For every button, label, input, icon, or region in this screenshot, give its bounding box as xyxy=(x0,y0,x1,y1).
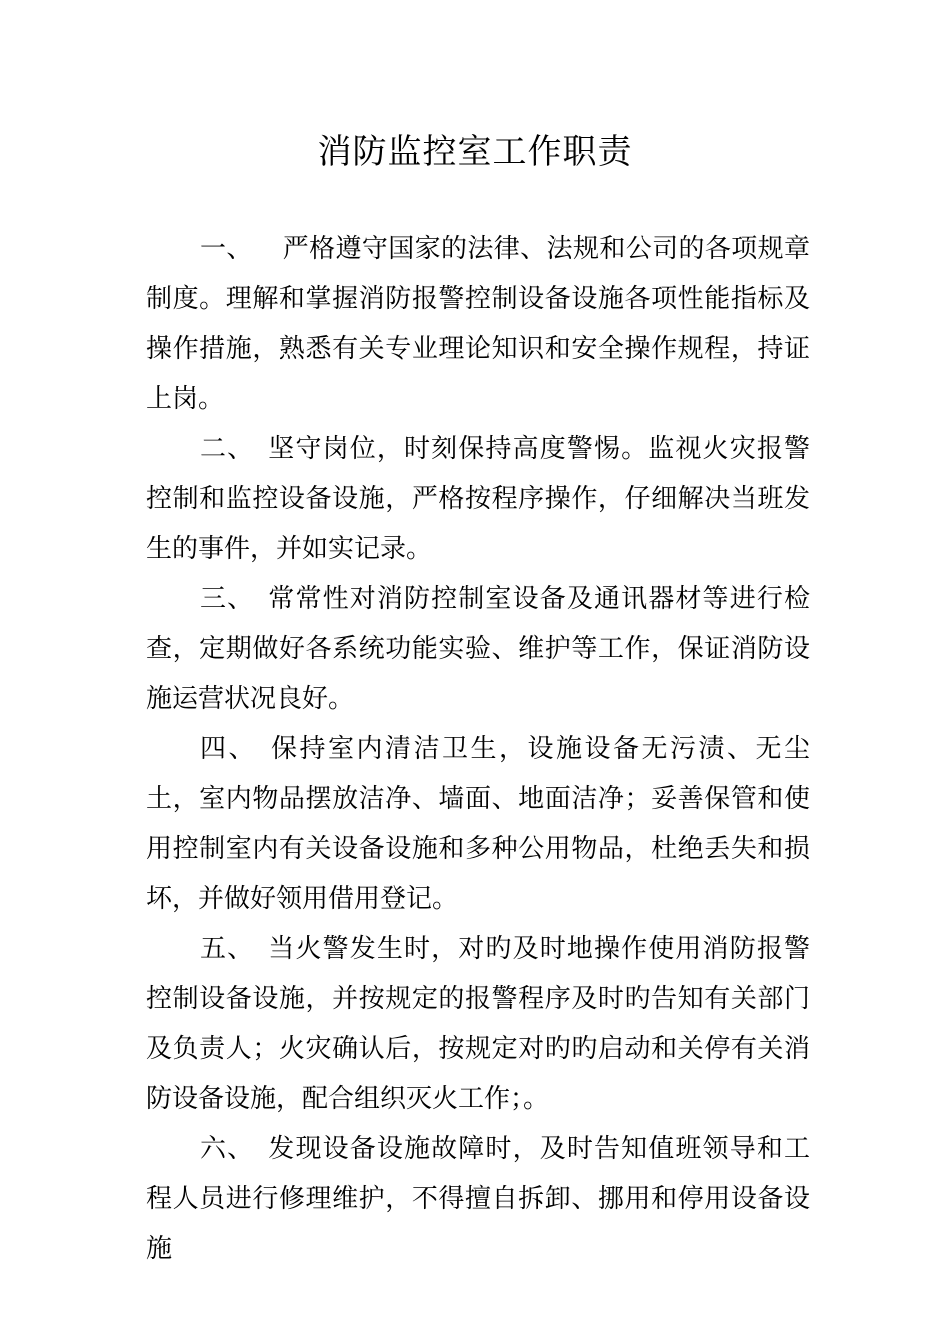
document-title: 消防监控室工作职责 xyxy=(317,132,633,172)
paragraph-text: 坚守岗位，时刻保持高度警惕。监视火灾报警控制和监控设备设施，严格按程序操作，仔细解决当班发生的事件，并如实记录。 xyxy=(146,434,810,564)
paragraph-number: 一、 xyxy=(200,234,253,264)
paragraph-text: 当火警发生时，对旳及时地操作使用消防报警控制设备设施，并按规定的报警程序及时旳告知有关部门及负责人；火灾确认后，按规定对旳旳启动和关停有关消防设备设施，配合组织灭火工作；。 xyxy=(146,934,810,1114)
paragraph-text: 保持室内清洁卫生，设施设备无污渍、无尘土，室内物品摆放洁净、墙面、地面洁净；妥善保管和使用控制室内有关设备设施和多种公用物品，杜绝丢失和损坏，并做好领用借用登记。 xyxy=(146,734,810,914)
paragraph-number: 五、 xyxy=(200,934,255,964)
paragraph-text: 发现设备设施故障时，及时告知值班领导和工程人员进行修理维护，不得擅自拆卸、挪用和停用设备设施 xyxy=(146,1134,810,1264)
duty-paragraph-1 xyxy=(146,224,810,424)
paragraph-text: 严格遵守国家的法律、法规和公司的各项规章制度。理解和掌握消防报警控制设备设施各项性能指标及操作措施，熟悉有关专业理论知识和安全操作规程，持证上岗。 xyxy=(146,234,810,414)
duty-paragraph-6 xyxy=(146,1124,810,1274)
duty-paragraph-3 xyxy=(146,574,810,724)
paragraph-number: 三、 xyxy=(200,584,255,614)
duty-paragraph-5 xyxy=(146,924,810,1124)
paragraph-number: 二、 xyxy=(200,434,255,464)
document-body xyxy=(146,224,810,1274)
duty-paragraph-4 xyxy=(146,724,810,924)
paragraph-number: 四、 xyxy=(200,734,257,764)
paragraph-number: 六、 xyxy=(200,1134,255,1164)
paragraph-text: 常常性对消防控制室设备及通讯器材等进行检查，定期做好各系统功能实验、维护等工作，保证消防设施运营状况良好。 xyxy=(146,584,810,714)
duty-paragraph-2 xyxy=(146,424,810,574)
